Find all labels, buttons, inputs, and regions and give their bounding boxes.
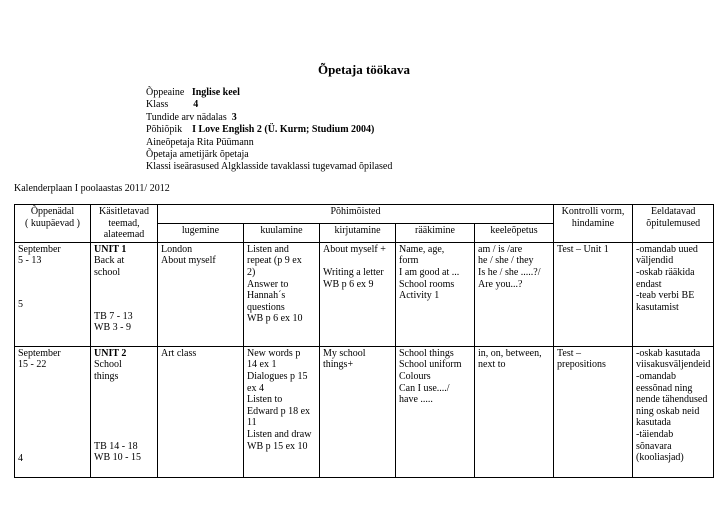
outcomes-cell: -oskab kasutada viisakusväljendeid -omandab eessõnad ning nende tähendused ning oskab neid kasutada -täiendab sõnavara (kooliasjad) — [633, 346, 714, 477]
writing-cell: My school things+ — [320, 346, 396, 477]
calendar-heading: Kalenderplaan I poolaastas 2011/ 2012 — [14, 183, 170, 194]
class-label: Klass — [146, 99, 169, 111]
subject-label: Õppeaine — [146, 87, 185, 98]
topic-name: Back at school — [94, 255, 125, 278]
header-week: Õppenädal ( kuupäevad ) — [15, 205, 91, 243]
grammar-cell: am / is /are he / she / they Is he / she .....?/ Are you...? — [475, 242, 554, 346]
unit-label: UNIT 1 — [94, 243, 127, 255]
assessment-cell: Test – prepositions — [554, 346, 633, 477]
class-features-row: Klassi iseärasused Algklasside tavaklassi tugevamad õpilased — [146, 161, 393, 173]
textbook-value: I Love English 2 (Ü. Kurm; Studium 2004) — [192, 124, 375, 136]
header-row-1 — [15, 205, 714, 224]
class-value: 4 — [193, 99, 199, 111]
subject-value: Inglise keel — [191, 87, 240, 98]
header-topics: Käsitletavad teemad, alateemad — [91, 205, 158, 243]
unit-label: UNIT 2 — [94, 347, 127, 359]
topic-name: School things — [94, 359, 122, 382]
rank-row: Õpetaja ametijärk õpetaja — [146, 149, 249, 161]
work-plan-table — [14, 204, 714, 478]
speaking-cell: School things School uniform Colours Can I use..../ have ..... — [396, 346, 475, 477]
topic-pages: TB 14 - 18 WB 10 - 15 — [94, 440, 141, 464]
hours-label: Tundide arv nädalas — [146, 111, 227, 123]
subject-row — [146, 87, 392, 99]
topic-cell — [91, 346, 158, 477]
speaking-cell: Name, age, form I am good at ... School rooms Activity 1 — [396, 242, 475, 346]
week-hours: 5 — [18, 298, 23, 310]
textbook-label: Põhiõpik — [146, 124, 183, 136]
writing-cell: About myself + Writing a letter WB p 6 ex 9 — [320, 242, 396, 346]
header-speaking: rääkimine — [396, 223, 475, 242]
listening-cell: Listen and repeat (p 9 ex 2) Answer to Hannah´s questions WB p 6 ex 10 — [244, 242, 320, 346]
table-row — [15, 346, 714, 477]
week-hours: 4 — [18, 452, 23, 464]
hours-value: 3 — [231, 111, 237, 123]
header-key-concepts: Põhimõisted — [158, 205, 554, 224]
hours-row — [146, 112, 392, 124]
week-cell — [15, 242, 91, 346]
header-listening: kuulamine — [244, 223, 320, 242]
class-row — [146, 99, 392, 111]
header-assessment: Kontrolli vorm, hindamine — [554, 205, 633, 243]
reading-cell: London About myself — [158, 242, 244, 346]
table-row — [15, 242, 714, 346]
grammar-cell: in, on, between, next to — [475, 346, 554, 477]
header-reading: lugemine — [158, 223, 244, 242]
week-dates: September 5 - 13 — [18, 243, 61, 267]
reading-cell: Art class — [158, 346, 244, 477]
plan-metadata — [146, 87, 392, 174]
page-title: Õpetaja töökava — [317, 62, 411, 77]
outcomes-cell: -omandab uued väljendid -oskab rääkida endast -teab verbi BE kasutamist — [633, 242, 714, 346]
header-writing: kirjutamine — [320, 223, 396, 242]
week-cell — [15, 346, 91, 477]
assessment-cell: Test – Unit 1 — [554, 242, 633, 346]
topic-cell — [91, 242, 158, 346]
topic-pages: TB 7 - 13 WB 3 - 9 — [94, 310, 133, 334]
teacher-row: Aineõpetaja Rita Püümann — [146, 136, 254, 148]
listening-cell: New words p 14 ex 1 Dialogues p 15 ex 4 Listen to Edward p 18 ex 11 Listen and draw WB p 15 ex 10 — [244, 346, 320, 477]
header-grammar: keeleõpetus — [475, 223, 554, 242]
header-outcomes: Eeldatavad õpitulemused — [633, 205, 714, 243]
week-dates: September 15 - 22 — [18, 347, 61, 371]
textbook-row — [146, 124, 392, 136]
